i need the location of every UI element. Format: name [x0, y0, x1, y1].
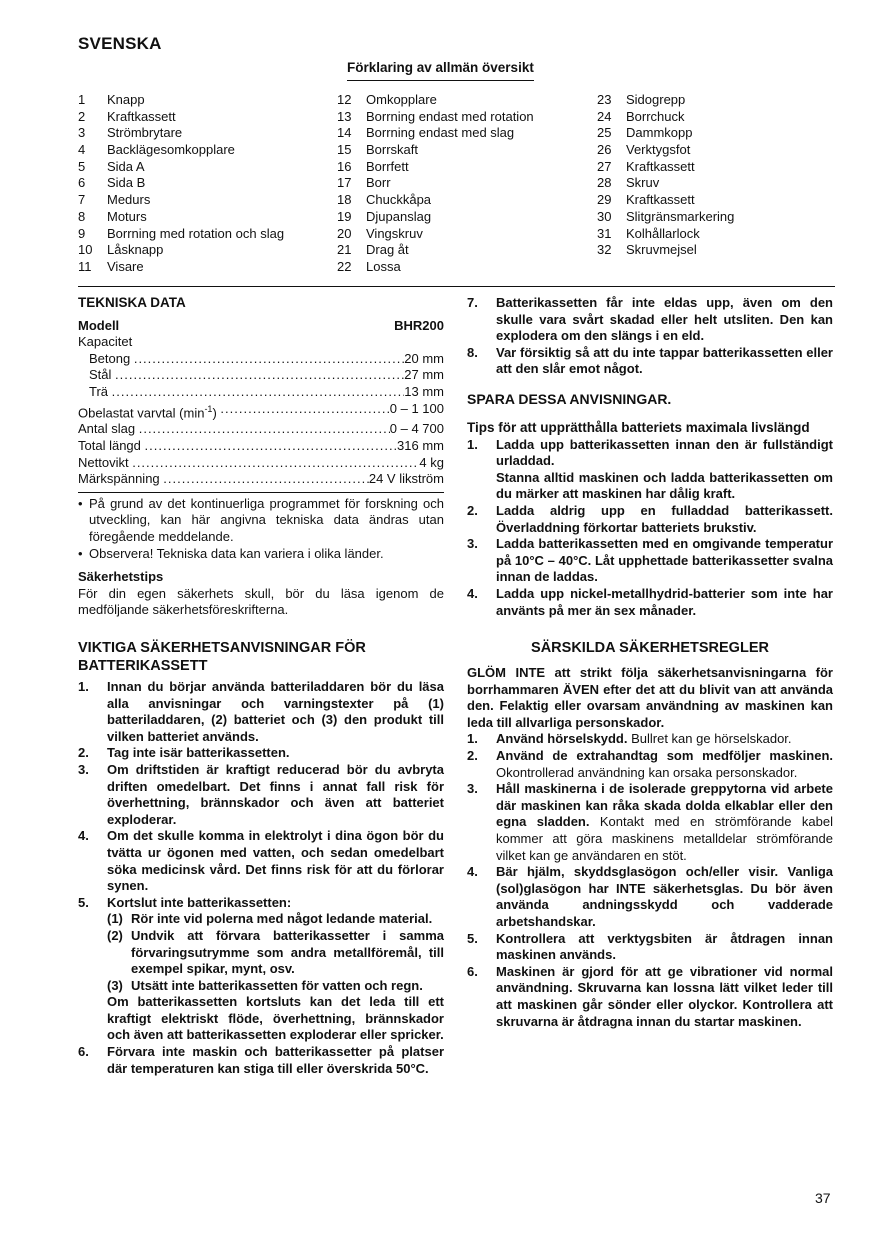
sub-item-number: (2)	[107, 927, 123, 943]
item-text: Ladda upp batterikassetten innan den är fullständigt urladdad.	[496, 436, 833, 469]
part-label: Låsknapp	[107, 242, 164, 258]
item-bold-text: Håll maskinerna i de isolerade greppytorna vid arbete där maskinen kan råka skada dolda elkablar eller den egna sladden.	[496, 781, 833, 830]
part-number: 3	[78, 125, 86, 141]
list-item	[467, 731, 833, 748]
part-number: 29	[597, 192, 612, 208]
spec-row-steel	[78, 367, 444, 384]
part-label: Skruvmejsel	[626, 242, 697, 258]
list-item	[467, 931, 833, 964]
short-circuit-warning: Om batterikassetten kortsluts kan det leda till ett kraftigt elektriskt flöde, överhettning, brännskador och även att batterikassetten exploderar eller spricker.	[107, 994, 444, 1043]
part-list-item	[597, 125, 837, 142]
list-item	[467, 536, 833, 586]
battery-safety-list-continued	[467, 295, 833, 378]
spec-row-length	[78, 438, 444, 455]
sub-item-text: Utsätt inte batterikassetten för vatten och regn.	[131, 977, 423, 993]
part-label: Kraftkassett	[626, 192, 695, 208]
item-number: 4.	[467, 864, 478, 880]
item-bold-text: Bär hjälm, skyddsglasögon och/eller visir. Vanliga (sol)glasögon har INTE säkerhetsglas. Du bör även använda andningsskydd och vadderade arbetshandskar.	[496, 864, 833, 929]
part-list-item	[597, 175, 837, 192]
part-label: Kolhållarlock	[626, 225, 700, 241]
list-item	[467, 437, 833, 503]
tech-data-title: TEKNISKA DATA	[78, 295, 186, 310]
list-item	[467, 748, 833, 781]
part-number: 19	[337, 208, 352, 224]
part-label: Slitgränsmarkering	[626, 208, 735, 224]
list-item	[78, 828, 444, 894]
tech-note: • På grund av det kontinuerliga programmet för forskning och utveckling, kan här angivna tekniska data ändras utan föregående meddelande.	[78, 496, 444, 546]
item-number: 6.	[78, 1044, 89, 1060]
part-label: Omkopplare	[366, 92, 437, 107]
list-item	[467, 503, 833, 536]
part-label: Djupanslag	[366, 208, 432, 224]
spec-value: 20 mm	[404, 350, 444, 366]
item-text: Var försiktig så att du inte tappar batterikassetten eller att den slår emot något.	[496, 344, 833, 377]
part-list-item	[78, 142, 328, 159]
part-number: 8	[78, 208, 86, 224]
part-number: 1	[78, 92, 86, 107]
spec-row-impacts	[78, 421, 444, 438]
part-list-item	[78, 175, 328, 192]
spec-label-close: )	[212, 404, 217, 420]
part-label: Drag åt	[366, 242, 409, 258]
item-number: 7.	[467, 295, 478, 310]
save-instructions-title: SPARA DESSA ANVISNINGAR.	[467, 390, 672, 407]
part-list-item	[337, 109, 587, 126]
item-text: Ladda upp nickel-metallhydrid-batterier som inte har använts på mer än sex månader.	[496, 585, 833, 618]
part-number: 25	[597, 125, 612, 141]
part-list-item	[597, 92, 837, 109]
part-number: 24	[597, 108, 612, 124]
part-label: Knapp	[107, 92, 145, 107]
left-column	[78, 295, 444, 1077]
language-heading: SVENSKA	[78, 34, 162, 53]
spec-row-weight	[78, 455, 444, 472]
spec-label: Stål	[89, 367, 112, 383]
item-normal-text: Okontrollerad användning kan orsaka personskador.	[496, 764, 798, 780]
part-label: Kraftkassett	[107, 108, 176, 124]
item-text: Kortslut inte batterikassetten:	[107, 894, 292, 910]
part-label: Moturs	[107, 208, 147, 224]
part-number: 9	[78, 225, 86, 241]
safety-tip-text: För din egen säkerhets skull, bör du läsa igenom de medföljande säkerhetsföreskrifterna.	[78, 585, 444, 618]
part-list-item	[597, 142, 837, 159]
item-bold-text: Maskinen är gjord för att ge vibrationer vid normal användning. Skruvarna kan lossna lätt vilket leder till att maskinen går sönder eller olyckor. Kontrollera att skruvarna är åtdragna innan du startar maskinen.	[496, 963, 833, 1029]
item-text: Om det skulle komma in elektrolyt i dina ögon bör du tvätta ur ögonen med vatten, och sedan omedelbart söka medicinsk vård. Det finns risk för att du förlorar synen.	[107, 828, 444, 894]
part-label: Visare	[107, 258, 144, 274]
part-list-item	[337, 142, 587, 159]
special-rules-list	[467, 731, 833, 1030]
part-number: 20	[337, 225, 352, 241]
part-label: Borrchuck	[626, 108, 685, 124]
spec-label-sup: -1	[204, 403, 213, 414]
sub-list-item	[107, 978, 444, 995]
spec-label: Nettovikt	[78, 454, 129, 470]
spec-value: 4 kg	[419, 454, 444, 470]
item-text: Batterikassetten får inte eldas upp, även om den skulle vara svårt skadad eller helt utsliten. Den kan explodera om den slängs i en eld.	[496, 295, 833, 344]
part-number: 28	[597, 175, 612, 191]
item-number: 1.	[78, 679, 89, 695]
item-number: 3.	[78, 761, 89, 777]
sub-list	[107, 911, 444, 994]
item-text: Ladda aldrig upp en fulladdad batterikassett. Överladdning förkortar batteriets brukstiv.	[496, 502, 833, 535]
tech-note: • Observera! Tekniska data kan variera i olika länder.	[78, 546, 444, 563]
sub-item-text: Rör inte vid polerna med något ledande material.	[131, 911, 433, 927]
part-number: 13	[337, 108, 352, 124]
parts-column-3	[597, 92, 837, 259]
part-list-item	[597, 192, 837, 209]
item-number: 4.	[467, 585, 478, 601]
item-number: 1.	[467, 731, 478, 747]
special-rules-intro: GLÖM INTE att strikt följa säkerhetsanvisningarna för borrhammaren ÄVEN efter det att du blivit van att använda den. Felaktig eller ovarsam användning av maskinen kan leda till allvarliga personskador.	[467, 665, 833, 730]
spec-capacity-label: Kapacitet	[78, 334, 133, 350]
part-list-item	[597, 209, 837, 226]
part-list-item	[78, 242, 328, 259]
list-item	[78, 679, 444, 745]
battery-safety-title-2: BATTERIKASSETT	[78, 658, 208, 675]
list-item	[467, 964, 833, 1030]
item-body	[496, 931, 833, 964]
sub-list-item	[107, 911, 444, 928]
item-number: 4.	[78, 828, 89, 844]
part-number: 18	[337, 192, 352, 208]
item-extra: Stanna alltid maskinen och ladda batterikassetten om du märker att maskinen har dålig kraft.	[496, 469, 833, 502]
part-number: 32	[597, 242, 612, 258]
part-label: Sida A	[107, 158, 145, 174]
spec-model-label: Modell	[78, 317, 120, 333]
part-list-item	[78, 209, 328, 226]
part-list-item	[337, 159, 587, 176]
list-item	[78, 745, 444, 762]
list-item	[467, 295, 833, 345]
part-list-item	[78, 109, 328, 126]
list-item	[467, 864, 833, 930]
part-label: Sidogrepp	[626, 92, 686, 107]
list-item	[78, 1044, 444, 1077]
item-body	[496, 731, 833, 748]
part-number: 5	[78, 158, 86, 174]
part-label: Dammkopp	[626, 125, 693, 141]
part-number: 27	[597, 158, 612, 174]
item-number: 5.	[78, 894, 89, 910]
part-label: Medurs	[107, 192, 151, 208]
part-number: 22	[337, 258, 352, 274]
part-list-item	[78, 259, 328, 276]
item-number: 5.	[467, 930, 478, 946]
part-label: Vingskruv	[366, 225, 423, 241]
part-list-item	[597, 242, 837, 259]
item-text: Ladda batterikassetten med en omgivande temperatur på 10°C – 40°C. Låt upphettade batterikassetter svalna innan de laddas.	[496, 536, 833, 585]
part-list-item	[337, 242, 587, 259]
part-list-item	[597, 226, 837, 243]
spec-label: Antal slag	[78, 421, 136, 437]
part-label: Backlägesomkopplare	[107, 142, 235, 158]
part-list-item	[337, 125, 587, 142]
page-number: 37	[815, 1190, 831, 1206]
parts-column-2	[337, 92, 587, 276]
sub-item-number: (1)	[107, 911, 123, 927]
part-number: 7	[78, 192, 86, 208]
spec-label-text: Obelastat varvtal (min	[78, 404, 205, 420]
part-list-item	[78, 226, 328, 243]
spec-row-wood	[78, 384, 444, 401]
list-item	[467, 586, 833, 619]
item-body	[496, 781, 833, 864]
part-list-item	[78, 192, 328, 209]
spec-value: 13 mm	[404, 383, 444, 399]
item-bold-text: Använd hörselskydd.	[496, 731, 628, 747]
item-body	[107, 895, 444, 1044]
part-number: 30	[597, 208, 612, 224]
item-text: Om driftstiden är kraftigt reducerad bör du avbryta driften omedelbart. Det finns i annat fall risk för överhettning, brännskador och även att batteriet exploderar.	[107, 761, 444, 827]
item-normal-text: Kontakt med en strömförande kabel kommer att göra maskinens metalldelar strömförande vilket kan ge användaren en stöt.	[496, 814, 833, 863]
spec-label: Märkspänning	[78, 471, 160, 487]
spec-label	[78, 401, 217, 422]
part-label: Skruv	[626, 175, 660, 191]
part-number: 16	[337, 158, 352, 174]
item-number: 2.	[78, 745, 89, 761]
part-label: Strömbrytare	[107, 125, 183, 141]
sub-item-text: Undvik att förvara batterikassetter i samma förvaringsutrymme som andra metallföremål, till exempel spikar, mynt, osv.	[131, 927, 444, 977]
spec-value: 316 mm	[397, 438, 444, 454]
item-body	[496, 964, 833, 1030]
part-number: 4	[78, 142, 86, 158]
part-number: 15	[337, 142, 352, 158]
part-label: Borr	[366, 175, 391, 191]
spec-model-value: BHR200	[394, 317, 444, 333]
part-number: 11	[78, 258, 92, 274]
safety-tip-title: Säkerhetstips	[78, 569, 164, 585]
part-list-item	[337, 175, 587, 192]
part-number: 21	[337, 242, 352, 258]
item-bold-text: Kontrollera att verktygsbiten är åtdragen innan maskinen används.	[496, 930, 833, 963]
part-number: 31	[597, 225, 612, 241]
part-label: Borrning med rotation och slag	[107, 225, 285, 241]
battery-safety-title-1: VIKTIGA SÄKERHETSANVISNINGAR FÖR	[78, 640, 366, 657]
item-number: 2.	[467, 748, 478, 764]
part-list-item	[337, 92, 587, 109]
part-list-item	[78, 125, 328, 142]
item-normal-text: Bullret kan ge hörselskador.	[627, 731, 792, 747]
spec-label: Betong	[89, 350, 131, 366]
item-number: 2.	[467, 502, 478, 518]
part-label: Verktygsfot	[626, 142, 691, 158]
parts-column-1	[78, 92, 328, 276]
part-list-item	[337, 259, 587, 276]
item-text: Innan du börjar använda batteriladdaren bör du läsa alla anvisningar och varningstexter på (1) batteriladdaren, (2) batteriet och (3) den produkt till vilken batteriet används.	[107, 679, 444, 744]
item-text: Tag inte isär batterikassetten.	[107, 745, 290, 761]
item-body	[496, 864, 833, 930]
part-number: 6	[78, 175, 86, 191]
list-item	[78, 762, 444, 828]
part-label: Borrning endast med rotation	[366, 108, 534, 124]
right-column	[467, 295, 833, 1030]
sub-list-item	[107, 928, 444, 978]
item-number: 8.	[467, 344, 478, 360]
battery-safety-list	[78, 679, 444, 1077]
battery-tips-title: Tips för att upprätthålla batteriets maximala livslängd	[467, 419, 810, 435]
item-body	[496, 748, 833, 781]
spec-value: 27 mm	[404, 367, 444, 383]
spec-row-voltage	[78, 471, 444, 488]
part-label: Borrskaft	[366, 142, 419, 158]
part-list-item	[337, 209, 587, 226]
part-list-item	[337, 192, 587, 209]
list-item	[78, 895, 444, 1044]
tech-notes	[78, 496, 444, 562]
spec-row-concrete	[78, 351, 444, 368]
spec-divider	[78, 492, 444, 493]
part-number: 17	[337, 175, 352, 191]
spec-value: 0 – 1 100	[389, 400, 444, 416]
item-body	[496, 437, 833, 503]
spec-value: 24 V likström	[368, 471, 444, 487]
part-label: Chuckkåpa	[366, 192, 432, 208]
item-text: Förvara inte maskin och batterikassetter på platser där temperaturen kan stiga till eller överskrida 50°C.	[107, 1044, 444, 1076]
part-label: Sida B	[107, 175, 146, 191]
list-item	[467, 781, 833, 864]
part-label: Lossa	[366, 258, 401, 274]
battery-tips-list	[467, 437, 833, 620]
spec-label: Total längd	[78, 438, 141, 454]
spec-value: 0 – 4 700	[389, 421, 444, 437]
part-list-item	[337, 226, 587, 243]
part-number: 23	[597, 92, 612, 107]
sub-item-number: (3)	[107, 977, 123, 993]
spec-label: Trä	[89, 383, 109, 399]
part-number: 26	[597, 142, 612, 158]
item-bold-text: Använd de extrahandtag som medföljer maskinen.	[496, 748, 833, 764]
part-list-item	[78, 92, 328, 109]
list-item	[467, 345, 833, 378]
item-number: 1.	[467, 436, 478, 452]
part-number: 12	[337, 92, 352, 107]
part-number: 10	[78, 242, 93, 258]
item-number: 3.	[467, 781, 478, 797]
part-number: 2	[78, 108, 86, 124]
part-number: 14	[337, 125, 352, 141]
item-number: 3.	[467, 536, 478, 552]
part-list-item	[597, 109, 837, 126]
section-divider	[78, 286, 835, 287]
item-number: 6.	[467, 963, 478, 979]
part-list-item	[597, 159, 837, 176]
overview-title: Förklaring av allmän översikt	[347, 60, 534, 81]
spec-model-row	[78, 318, 444, 335]
part-list-item	[78, 159, 328, 176]
part-label: Kraftkassett	[626, 158, 695, 174]
spec-row-no-load-speed	[78, 401, 444, 422]
special-rules-title: SÄRSKILDA SÄKERHETSREGLER	[531, 640, 769, 657]
part-label: Borrfett	[366, 158, 409, 174]
part-label: Borrning endast med slag	[366, 125, 515, 141]
